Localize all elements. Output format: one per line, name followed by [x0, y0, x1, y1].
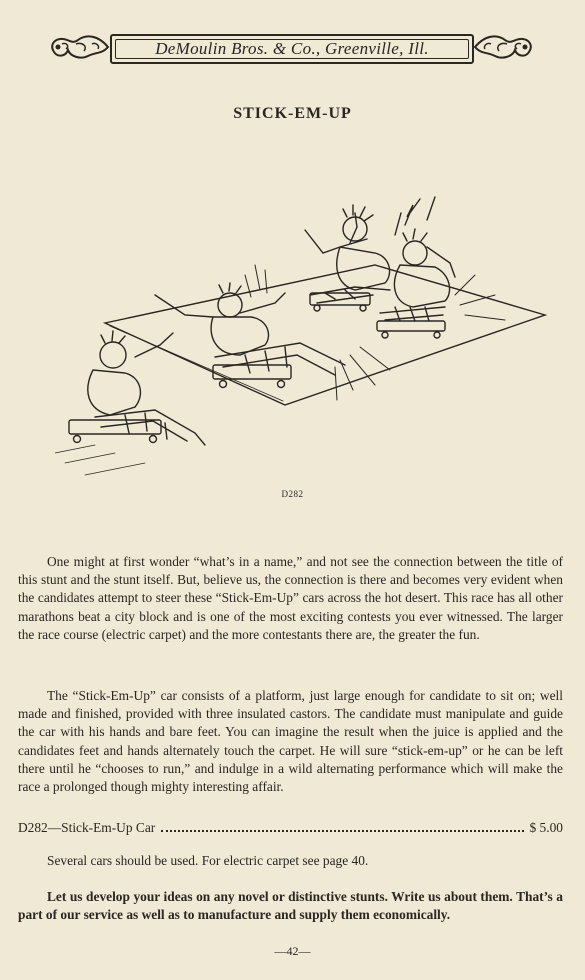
usage-note: Several cars should be used. For electric carpet see page 40.: [47, 853, 369, 868]
price-line: [18, 820, 563, 838]
price-amount: $ 5.00: [529, 820, 563, 835]
left-ornament-icon: [48, 30, 110, 64]
right-ornament-icon: [473, 30, 535, 64]
page-number: —42—: [274, 944, 311, 958]
paragraph-description: The “Stick-Em-Up” car consists of a platform, just large enough for candidate to sit on; well made and finished, provided with three insulated castors. The candidate must manipulate and guide the car with his hands and bare feet. You can imagine the result when the juice is applied and the candidates feet and hands alternately touch the carpet. He will sure “stick-em-up” or he can be left there until he “chooses to run,” and indulge in a wild alternating performance which will make the race a prolonged though mighty interesting affair.: [18, 688, 563, 795]
stick-em-up-illustration: [55, 195, 555, 495]
page-title: STICK-EM-UP: [233, 105, 352, 122]
price-item: D282—Stick-Em-Up Car: [18, 820, 156, 835]
figure-caption: D282: [281, 489, 304, 499]
leader-dots: [161, 820, 523, 832]
header-banner: [48, 28, 535, 68]
closing-paragraph: Let us develop your ideas on any novel or distinctive stunts. Write us about them. That’s a part of our service as well as to manufacture and supply them economically.: [18, 889, 563, 923]
paragraph-intro: One might at first wonder “what’s in a name,” and not see the connection between the title of this stunt and the stunt itself. But, believe us, the connection is there and becomes very evident when the candidates attempt to steer these “Stick-Em-Up” cars across the hot desert. This race has all other marathons beat a city block and is one of the most exciting contests you ever witnessed. The larger the race course (electric carpet) and the more contestants there are, the greater the fun.: [18, 554, 563, 642]
banner-title: DeMoulin Bros. & Co., Greenville, Ill.: [110, 34, 474, 64]
